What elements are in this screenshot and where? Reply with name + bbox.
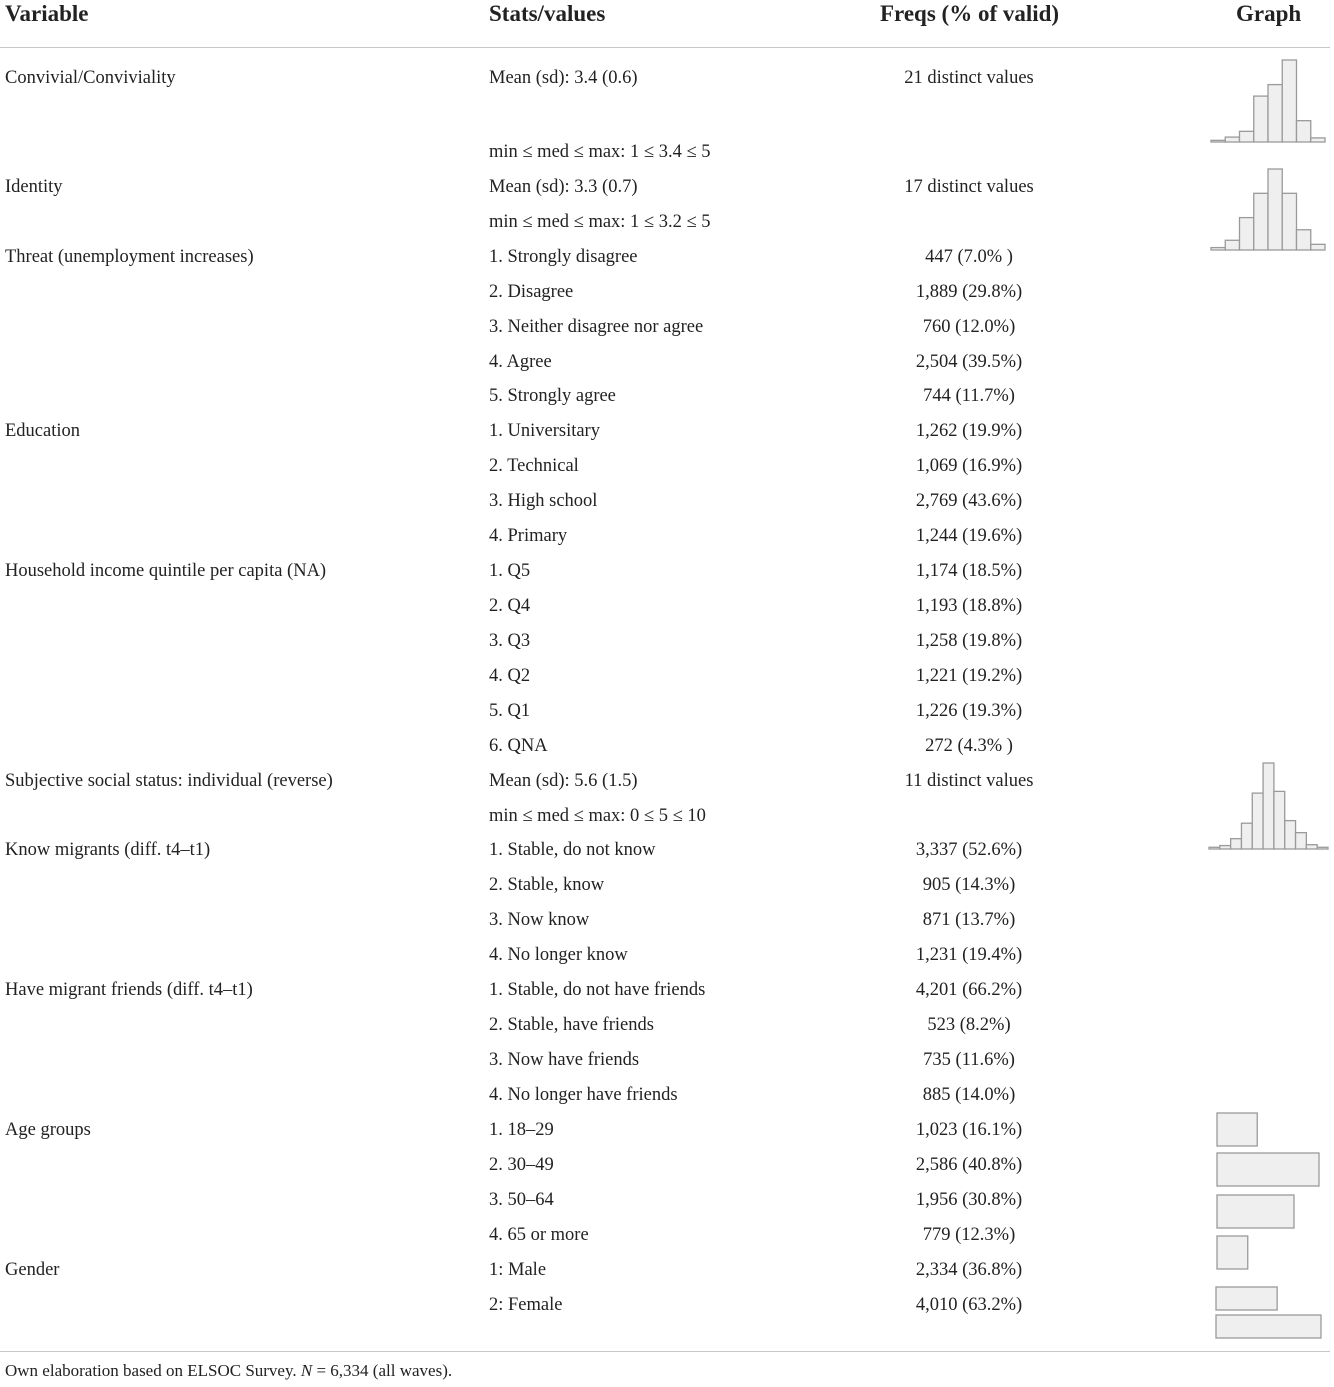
stats-cell: 3. Q3: [489, 631, 531, 651]
stats-cell: 4. 65 or more: [489, 1225, 589, 1245]
freq-cell: 4,201 (66.2%): [915, 980, 1023, 1000]
freq-cell: 3,337 (52.6%): [915, 840, 1023, 860]
stats-cell: 4. No longer know: [489, 945, 628, 965]
freq-cell: 1,023 (16.1%): [915, 1120, 1023, 1140]
stats-cell: min ≤ med ≤ max: 0 ≤ 5 ≤ 10: [489, 806, 706, 826]
identity-histogram-bar: [1254, 193, 1268, 250]
subjective-status-histogram-bar: [1209, 847, 1220, 849]
stats-cell: min ≤ med ≤ max: 1 ≤ 3.4 ≤ 5: [489, 142, 711, 162]
gender-bar: [1216, 1315, 1321, 1338]
freq-cell: 2,334 (36.8%): [915, 1260, 1023, 1280]
identity-histogram-bar: [1211, 248, 1225, 250]
stats-cell: 1. 18–29: [489, 1120, 554, 1140]
stats-cell: 2: Female: [489, 1295, 563, 1315]
variable-cell: Know migrants (diff. t4–t1): [5, 840, 211, 860]
convivial-histogram-bar: [1268, 85, 1282, 142]
stats-cell: 4. Q2: [489, 666, 531, 686]
freq-cell: 523 (8.2%): [927, 1015, 1011, 1035]
freq-cell: 21 distinct values: [904, 68, 1034, 88]
header-graph: Graph: [1236, 1, 1302, 26]
age-group-bar: [1217, 1236, 1248, 1269]
variable-cell: Identity: [5, 177, 63, 197]
stats-cell: 3. Now know: [489, 910, 590, 930]
freq-cell: 1,231 (19.4%): [915, 945, 1023, 965]
variable-cell: Threat (unemployment increases): [5, 247, 254, 267]
variable-cell: Convivial/Conviviality: [5, 68, 176, 88]
freq-cell: 1,221 (19.2%): [915, 666, 1023, 686]
age-group-bar: [1217, 1153, 1319, 1186]
variable-cell: Age groups: [5, 1120, 91, 1140]
convivial-histogram-bar: [1282, 60, 1296, 142]
convivial-histogram-bar: [1240, 131, 1254, 142]
stats-cell: Mean (sd): 3.4 (0.6): [489, 68, 638, 88]
stats-cell: 3. High school: [489, 491, 598, 511]
gender-bar: [1216, 1287, 1277, 1310]
freq-cell: 905 (14.3%): [922, 875, 1016, 895]
stats-cell: 2. Stable, have friends: [489, 1015, 654, 1035]
stats-cell: 1. Stable, do not know: [489, 840, 656, 860]
subjective-status-histogram-bar: [1220, 846, 1231, 849]
identity-histogram-bar: [1282, 193, 1296, 250]
stats-cell: 3. Neither disagree nor agree: [489, 317, 704, 337]
freq-cell: 871 (13.7%): [922, 910, 1016, 930]
freq-cell: 1,226 (19.3%): [915, 701, 1023, 721]
age-group-bar: [1217, 1113, 1257, 1146]
freq-cell: 1,244 (19.6%): [915, 526, 1023, 546]
stats-cell: 1. Strongly disagree: [489, 247, 638, 267]
stats-cell: 3. 50–64: [489, 1190, 554, 1210]
table-note: [5, 1360, 452, 1382]
freq-cell: 779 (12.3%): [922, 1225, 1016, 1245]
stats-cell: 4. Agree: [489, 352, 552, 372]
subjective-status-histogram-bar: [1252, 793, 1263, 849]
stats-cell: 5. Strongly agree: [489, 386, 616, 406]
freq-cell: 1,069 (16.9%): [915, 456, 1023, 476]
freq-cell: 735 (11.6%): [923, 1050, 1015, 1070]
subjective-status-histogram-bar: [1241, 823, 1252, 849]
freq-cell: 2,769 (43.6%): [915, 491, 1023, 511]
stats-cell: 1: Male: [489, 1260, 547, 1280]
stats-cell: min ≤ med ≤ max: 1 ≤ 3.2 ≤ 5: [489, 212, 711, 232]
stats-cell: Mean (sd): 5.6 (1.5): [489, 771, 638, 791]
convivial-histogram-bar: [1297, 121, 1311, 142]
identity-histogram-bar: [1311, 244, 1325, 250]
identity-histogram-bar: [1268, 169, 1282, 250]
note-prefix: Own elaboration based on ELSOC Survey.: [5, 1361, 301, 1380]
identity-histogram-bar: [1225, 240, 1239, 250]
stats-cell: 2. Disagree: [489, 282, 574, 302]
stats-cell: Mean (sd): 3.3 (0.7): [489, 177, 638, 197]
convivial-histogram-bar: [1225, 137, 1239, 142]
convivial-histogram-bar: [1254, 96, 1268, 142]
subjective-status-histogram-bar: [1306, 845, 1317, 849]
variable-cell: Household income quintile per capita (NA): [5, 561, 327, 581]
freq-cell: 17 distinct values: [904, 177, 1034, 197]
subjective-status-histogram-bar: [1285, 821, 1296, 849]
freq-cell: 447 (7.0% ): [925, 247, 1013, 267]
header-stats-values: Stats/values: [489, 1, 606, 26]
identity-histogram-bar: [1240, 218, 1254, 250]
stats-cell: 2. Technical: [489, 456, 579, 476]
freq-cell: 1,956 (30.8%): [915, 1190, 1023, 1210]
freq-cell: 272 (4.3% ): [925, 736, 1013, 756]
stats-cell: 4. No longer have friends: [489, 1085, 678, 1105]
freq-cell: 760 (12.0%): [922, 317, 1016, 337]
freq-cell: 1,174 (18.5%): [915, 561, 1023, 581]
convivial-histogram-bar: [1311, 138, 1325, 142]
freq-cell: 1,193 (18.8%): [915, 596, 1023, 616]
freq-cell: 744 (11.7%): [923, 386, 1015, 406]
subjective-status-histogram-bar: [1274, 791, 1285, 849]
stats-cell: 5. Q1: [489, 701, 531, 721]
stats-cell: 1. Stable, do not have friends: [489, 980, 706, 1000]
subjective-status-histogram-bar: [1231, 839, 1242, 849]
variable-cell: Education: [5, 421, 81, 441]
stats-cell: 2. Q4: [489, 596, 531, 616]
note-n-label: N: [300, 1361, 313, 1380]
freq-cell: 1,889 (29.8%): [915, 282, 1023, 302]
subjective-status-histogram-bar: [1263, 763, 1274, 849]
convivial-histogram-bar: [1211, 140, 1225, 142]
stats-cell: 2. Stable, know: [489, 875, 605, 895]
variable-cell: Gender: [5, 1260, 60, 1280]
stats-cell: 2. 30–49: [489, 1155, 554, 1175]
stats-cell: 3. Now have friends: [489, 1050, 640, 1070]
variable-cell: Have migrant friends (diff. t4–t1): [5, 980, 253, 1000]
stats-cell: 4. Primary: [489, 526, 568, 546]
stats-cell: 6. QNA: [489, 736, 548, 756]
freq-cell: 1,258 (19.8%): [915, 631, 1023, 651]
age-group-bar: [1217, 1195, 1294, 1228]
freq-cell: 885 (14.0%): [922, 1085, 1016, 1105]
freq-cell: 4,010 (63.2%): [915, 1295, 1023, 1315]
freq-cell: 11 distinct values: [904, 771, 1034, 791]
freq-cell: 2,504 (39.5%): [915, 352, 1023, 372]
footer-rule: [0, 1351, 1330, 1352]
stats-cell: 1. Q5: [489, 561, 531, 581]
note-suffix: = 6,334 (all waves).: [312, 1361, 453, 1380]
freq-cell: 1,262 (19.9%): [915, 421, 1023, 441]
subjective-status-histogram-bar: [1317, 847, 1328, 849]
identity-histogram-bar: [1297, 230, 1311, 250]
freq-cell: 2,586 (40.8%): [915, 1155, 1023, 1175]
header-variable: Variable: [5, 1, 89, 26]
header-freqs: Freqs (% of valid): [880, 1, 1060, 26]
variable-cell: Subjective social status: individual (reverse): [5, 771, 333, 791]
stats-cell: 1. Universitary: [489, 421, 600, 441]
subjective-status-histogram-bar: [1296, 833, 1307, 849]
